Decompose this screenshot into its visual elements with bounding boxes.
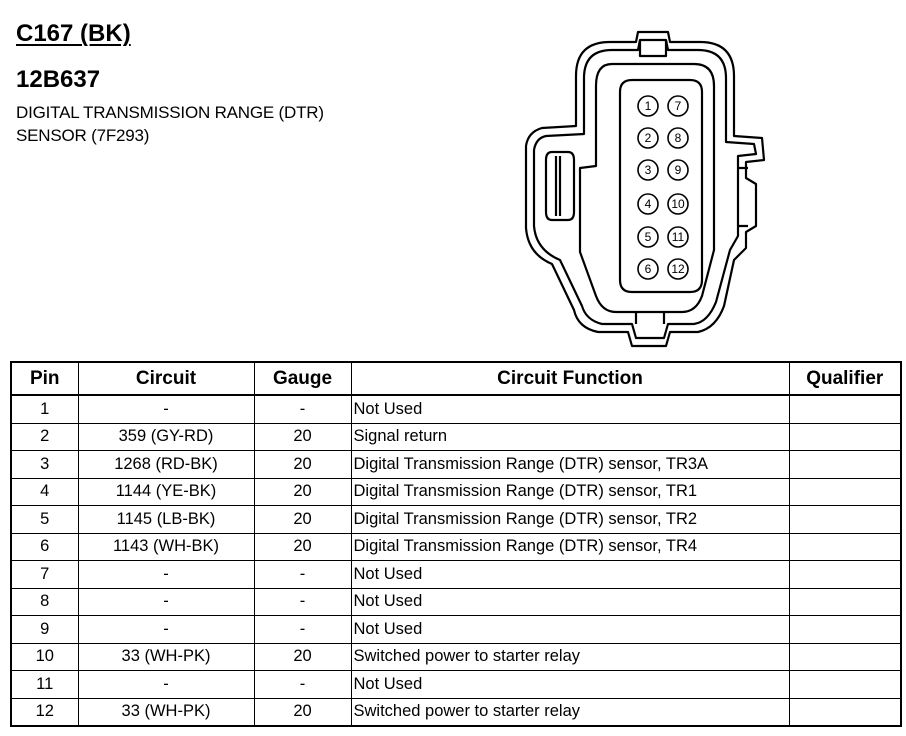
cell-circuit: -: [78, 671, 254, 699]
cell-pin: 1: [11, 395, 78, 423]
cell-qualifier: [789, 588, 901, 616]
cell-qualifier: [789, 643, 901, 671]
cell-circuit: 1144 (YE-BK): [78, 478, 254, 506]
description-line-2: SENSOR (7F293): [16, 126, 150, 145]
cell-pin: 10: [11, 643, 78, 671]
pin-7-label: 7: [674, 99, 682, 113]
pin-6-label: 6: [644, 262, 652, 276]
cell-pin: 6: [11, 533, 78, 561]
table-row: [11, 588, 901, 616]
connector-id: C167 (BK): [16, 20, 131, 47]
cell-gauge: -: [254, 616, 351, 644]
cell-gauge: 20: [254, 533, 351, 561]
pin-column-left: [638, 96, 658, 279]
pin-3-label: 3: [644, 163, 652, 177]
table-row: [11, 451, 901, 479]
cell-pin: 2: [11, 423, 78, 451]
cell-gauge: 20: [254, 643, 351, 671]
pin-1-label: 1: [644, 99, 652, 113]
pin-11-label: 11: [671, 230, 685, 244]
table-row: [11, 616, 901, 644]
cell-qualifier: [789, 451, 901, 479]
cell-function: Not Used: [351, 561, 789, 589]
cell-function: Not Used: [351, 671, 789, 699]
connector-face-diagram: [518, 28, 778, 350]
cell-pin: 5: [11, 506, 78, 534]
cell-circuit: 1143 (WH-BK): [78, 533, 254, 561]
cell-gauge: 20: [254, 478, 351, 506]
header-gauge: Gauge: [254, 362, 351, 395]
cell-function: Digital Transmission Range (DTR) sensor, TR2: [351, 506, 789, 534]
pin-8-label: 8: [674, 131, 682, 145]
pin-2: [638, 128, 658, 148]
cell-qualifier: [789, 561, 901, 589]
cell-function: Digital Transmission Range (DTR) sensor, TR1: [351, 478, 789, 506]
cell-circuit: -: [78, 561, 254, 589]
table-row: [11, 561, 901, 589]
cell-circuit: -: [78, 616, 254, 644]
cell-pin: 7: [11, 561, 78, 589]
cell-qualifier: [789, 423, 901, 451]
header-circuit-function: Circuit Function: [351, 362, 789, 395]
connector-housing: [526, 32, 764, 346]
pin-9: [668, 160, 688, 180]
cell-pin: 11: [11, 671, 78, 699]
pin-4-label: 4: [644, 197, 652, 211]
cell-circuit: 359 (GY-RD): [78, 423, 254, 451]
cell-pin: 9: [11, 616, 78, 644]
cell-qualifier: [789, 616, 901, 644]
cell-gauge: 20: [254, 506, 351, 534]
part-number: 12B637: [16, 66, 101, 93]
header-circuit: Circuit: [78, 362, 254, 395]
cell-circuit: 1145 (LB-BK): [78, 506, 254, 534]
table-row: [11, 423, 901, 451]
cell-qualifier: [789, 395, 901, 423]
cell-function: Not Used: [351, 588, 789, 616]
cell-circuit: -: [78, 395, 254, 423]
pin-column-right: [668, 96, 688, 279]
table-row: [11, 533, 901, 561]
cell-function: Digital Transmission Range (DTR) sensor, TR3A: [351, 451, 789, 479]
pin-5: [638, 227, 658, 247]
pin-3: [638, 160, 658, 180]
cell-pin: 3: [11, 451, 78, 479]
cell-gauge: 20: [254, 698, 351, 726]
cell-function: Not Used: [351, 616, 789, 644]
cell-pin: 8: [11, 588, 78, 616]
table-row: [11, 671, 901, 699]
table-row: [11, 698, 901, 726]
description-line-1: DIGITAL TRANSMISSION RANGE (DTR): [16, 103, 324, 122]
pin-12: [668, 259, 688, 279]
table-header-row: [11, 362, 901, 395]
cell-gauge: -: [254, 588, 351, 616]
pin-4: [638, 194, 658, 214]
cell-function: Digital Transmission Range (DTR) sensor, TR4: [351, 533, 789, 561]
pin-1: [638, 96, 658, 116]
pin-10-label: 10: [671, 197, 685, 211]
cell-circuit: 1268 (RD-BK): [78, 451, 254, 479]
cell-gauge: 20: [254, 423, 351, 451]
table-row: [11, 506, 901, 534]
cell-gauge: -: [254, 671, 351, 699]
cell-gauge: -: [254, 395, 351, 423]
pin-11: [668, 227, 688, 247]
pin-9-label: 9: [674, 163, 682, 177]
pin-2-label: 2: [644, 131, 652, 145]
pin-8: [668, 128, 688, 148]
cell-qualifier: [789, 533, 901, 561]
header-pin: Pin: [11, 362, 78, 395]
cell-circuit: 33 (WH-PK): [78, 698, 254, 726]
cell-qualifier: [789, 671, 901, 699]
cell-circuit: -: [78, 588, 254, 616]
pinout-table: [10, 361, 902, 727]
pin-12-label: 12: [671, 262, 685, 276]
cell-qualifier: [789, 506, 901, 534]
cell-circuit: 33 (WH-PK): [78, 643, 254, 671]
header-qualifier: Qualifier: [789, 362, 901, 395]
cell-pin: 4: [11, 478, 78, 506]
pin-10: [668, 194, 688, 214]
cell-qualifier: [789, 478, 901, 506]
cell-pin: 12: [11, 698, 78, 726]
cell-qualifier: [789, 698, 901, 726]
table-row: [11, 643, 901, 671]
pin-5-label: 5: [644, 230, 652, 244]
cell-function: Not Used: [351, 395, 789, 423]
pin-7: [668, 96, 688, 116]
table-row: [11, 395, 901, 423]
cell-function: Switched power to starter relay: [351, 643, 789, 671]
table-row: [11, 478, 901, 506]
cell-function: Signal return: [351, 423, 789, 451]
cell-function: Switched power to starter relay: [351, 698, 789, 726]
cell-gauge: -: [254, 561, 351, 589]
cell-gauge: 20: [254, 451, 351, 479]
pin-6: [638, 259, 658, 279]
